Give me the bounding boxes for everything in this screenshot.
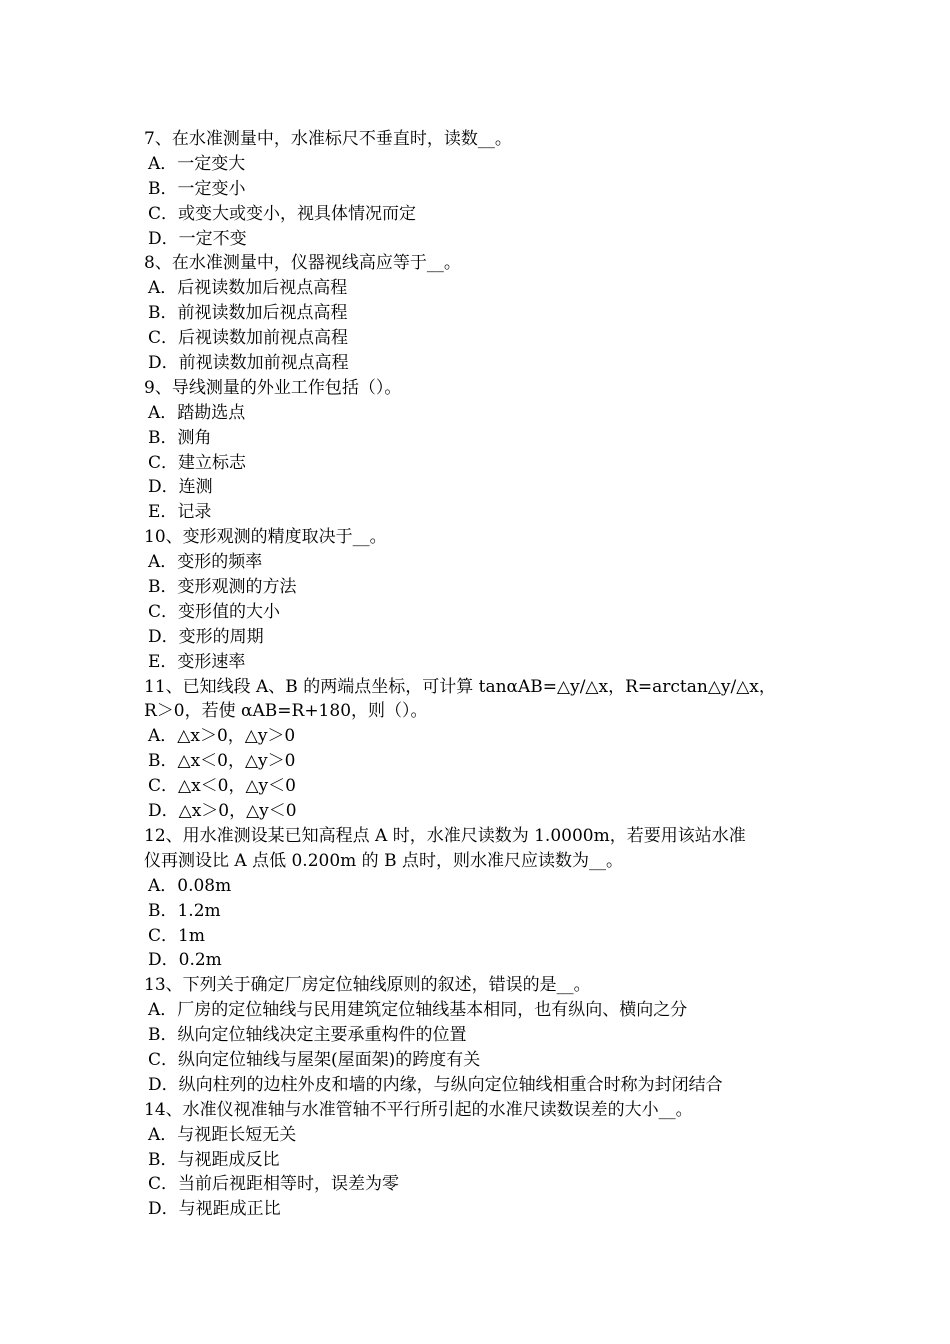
answer-option: A．厂房的定位轴线与民用建筑定位轴线基本相同，也有纵向、横向之分 [148,1000,688,1021]
answer-option: D．△x＞0，△y＜0 [148,801,297,822]
answer-option: C．△x＜0，△y＜0 [148,776,296,797]
question-block [144,127,814,251]
answer-option: B．变形观测的方法 [148,577,297,598]
answer-option: E．变形速率 [148,651,246,672]
answer-option: D．纵向柱列的边柱外皮和墙的内缘，与纵向定位轴线相重合时称为封闭结合 [148,1074,723,1095]
answer-option: D．连测 [148,477,213,498]
answer-option: D．0.2m [148,950,222,971]
answer-option: B．△x＜0，△y＞0 [148,751,296,772]
question-block [144,1098,814,1222]
answer-option: A．踏勘选点 [148,402,246,423]
question-text: 7、在水准测量中，水准标尺不垂直时，读数__。 [144,129,512,149]
answer-option: A．△x＞0，△y＞0 [148,726,296,747]
answer-option: C．纵向定位轴线与屋架(屋面架)的跨度有关 [148,1049,481,1070]
answer-option: A．0.08m [148,875,232,896]
question-text: 11、已知线段 A、B 的两端点坐标，可计算 tanαAB=△y/△x，R=arctan△y/△x， [144,676,776,697]
answer-option: B．前视读数加后视点高程 [148,303,348,324]
question-text: 14、水准仪视准轴与水准管轴不平行所引起的水准尺读数误差的大小__。 [144,1099,693,1120]
answer-option: A．变形的频率 [148,552,263,573]
question-text: 10、变形观测的精度取决于__。 [144,527,387,548]
question-text: 12、用水准测设某已知高程点 A 时，水准尺读数为 1.0000m，若要用该站水准 [144,825,746,846]
question-text: 9、导线测量的外业工作包括（）。 [144,377,402,398]
question-text: R＞0，若使 αAB=R+180，则（）。 [144,701,428,722]
question-block [144,973,814,1097]
answer-option: D．与视距成正比 [148,1199,281,1220]
answer-option: C．或变大或变小，视具体情况而定 [148,203,417,224]
answer-option: C．1m [148,925,205,946]
question-block [144,525,814,674]
question-block [144,675,814,824]
question-text: 8、在水准测量中，仪器视线高应等于__。 [144,253,461,274]
answer-option: D．一定不变 [148,228,247,249]
answer-option: A．与视距长短无关 [148,1124,297,1145]
answer-option: B．纵向定位轴线决定主要承重构件的位置 [148,1025,467,1046]
question-block [144,376,814,525]
answer-option: B．测角 [148,427,212,448]
question-block [144,251,814,375]
answer-option: A．后视读数加后视点高程 [148,278,348,299]
question-text: 13、下列关于确定厂房定位轴线原则的叙述，错误的是__。 [144,975,591,996]
answer-option: C．当前后视距相等时，误差为零 [148,1174,400,1195]
answer-option: C．后视读数加前视点高程 [148,328,349,349]
answer-option: B．与视距成反比 [148,1149,280,1170]
answer-option: D．前视读数加前视点高程 [148,353,349,374]
answer-option: A．一定变大 [148,153,246,174]
answer-option: B．1.2m [148,900,221,921]
answer-option: B．一定变小 [148,178,246,199]
question-block [144,824,814,973]
answer-option: C．变形值的大小 [148,601,281,622]
question-list [144,127,814,1222]
answer-option: E．记录 [148,502,212,523]
answer-option: D．变形的周期 [148,626,264,647]
answer-option: C．建立标志 [148,452,247,473]
question-text: 仪再测设比 A 点低 0.200m 的 B 点时，则水准尺应读数为__。 [144,850,623,871]
